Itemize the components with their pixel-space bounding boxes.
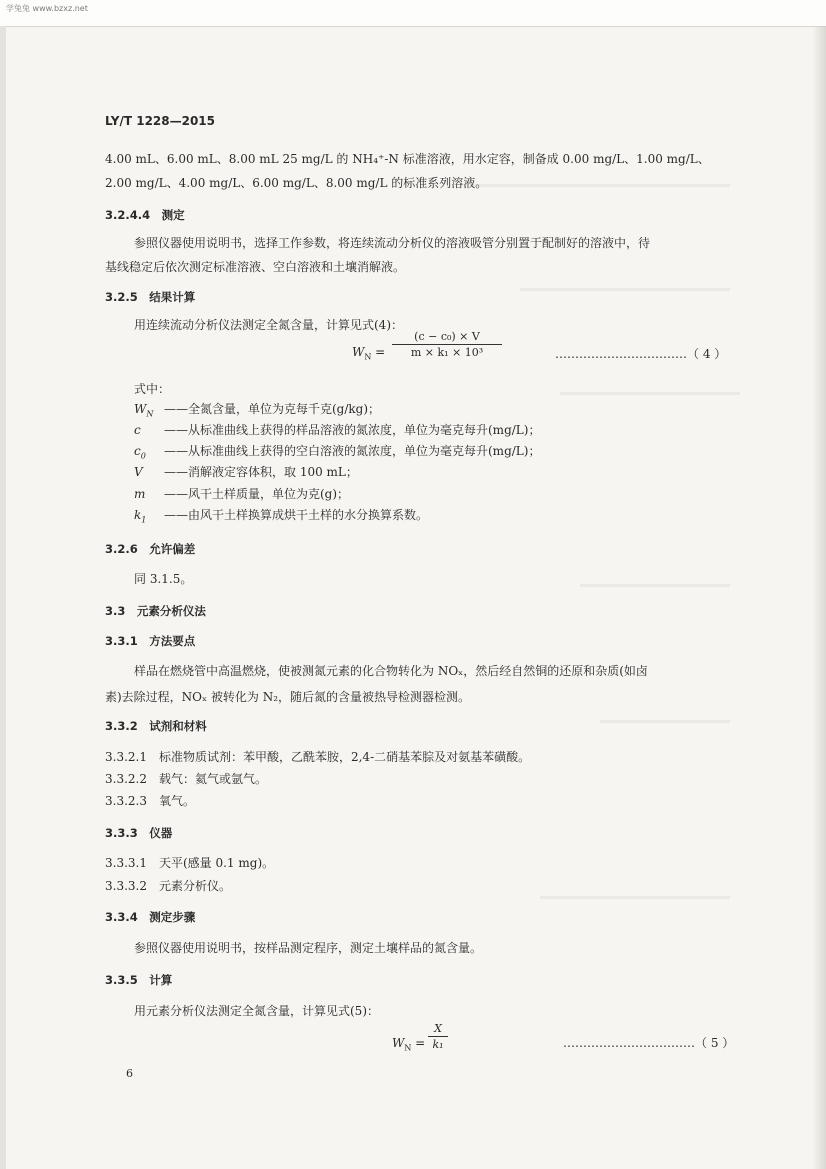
formula-4-lhs: $W_N$ = [352,345,386,362]
formula-4-denominator: m × k₁ × 10³ [410,346,484,359]
formula-4-numerator: (c − c₀) × V [392,330,502,345]
formula-5-numerator: X [428,1022,448,1037]
variable-def-k1: $k_1$ ——由风干土样换算成烘干土样的水分换算系数。 [134,508,429,525]
show-through [470,184,730,187]
formula-4-fraction [392,330,502,359]
list-item: 3.3.2.2 载气：氦气或氩气。 [105,772,267,786]
formula-5-number: ……………………………（ 5 ） [563,1036,735,1050]
section-heading-3-3-5: 3.3.5 计算 [105,973,173,987]
list-item: 3.3.3.1 天平(感量 0.1 mg)。 [105,856,275,870]
watermark-text: 学兔兔 www.bzxz.net [6,4,88,13]
paragraph-line: 同 3.1.5。 [134,572,193,586]
formula-5-fraction [428,1022,448,1051]
variable-def-c0: $c_0$ ——从标准曲线上获得的空白溶液的氮浓度，单位为毫克每升(mg/L)； [134,444,541,461]
formula-4-number: ……………………………（ 4 ） [555,347,727,361]
scan-top-strip [0,0,826,27]
paragraph-line: 4.00 mL、6.00 mL、8.00 mL 25 mg/L 的 NH₄⁺-N 标准溶液，用水定容，制备成 0.00 mg/L、1.00 mg/L、 [105,152,710,166]
paragraph-line: 素)去除过程，NOₓ 被转化为 N₂，随后氮的含量被热导检测器检测。 [105,690,471,704]
paragraph-line: 样品在燃烧管中高温燃烧，使被测氮元素的化合物转化为 NOₓ，然后经自然铜的还原和杂质(如卤 [134,664,648,678]
paragraph-line: 用连续流动分析仪法测定全氮含量，计算见式(4)： [134,318,403,332]
show-through [600,720,730,723]
variable-def-m: m ——风干土样质量，单位为克(g)； [134,487,350,501]
section-heading-3-3-1: 3.3.1 方法要点 [105,634,196,648]
section-heading-3-3-3: 3.3.3 仪器 [105,826,173,840]
paragraph-line: 参照仪器使用说明书，按样品测定程序，测定土壤样品的氮含量。 [134,941,483,955]
show-through [560,392,740,395]
show-through [580,584,730,587]
paragraph-line: 2.00 mg/L、4.00 mg/L、6.00 mg/L、8.00 mg/L 的标准系列溶液。 [105,176,488,190]
section-heading-3-3-2: 3.3.2 试剂和材料 [105,719,207,733]
section-heading-3-2-5: 3.2.5 结果计算 [105,290,196,304]
list-item: 3.3.3.2 元素分析仪。 [105,879,231,893]
paragraph-line: 参照仪器使用说明书，选择工作参数，将连续流动分析仪的溶液吸管分别置于配制好的溶液中，待 [134,236,651,250]
paragraph-line: 用元素分析仪法测定全氮含量，计算见式(5)： [134,1004,379,1018]
standard-number: LY/T 1228—2015 [105,114,216,128]
list-item: 3.3.2.3 氧气。 [105,794,195,808]
scan-right-shadow [812,26,826,1169]
section-heading-3-2-6: 3.2.6 允许偏差 [105,542,196,556]
page-number: 6 [126,1067,133,1080]
variable-def-c: c ——从标准曲线上获得的样品溶液的氮浓度，单位为毫克每升(mg/L)； [134,423,541,437]
section-heading-3-3-4: 3.3.4 测定步骤 [105,910,196,924]
section-heading-3-2-4-4: 3.2.4.4 测定 [105,208,185,222]
formula-5-denominator: k₁ [432,1038,444,1051]
show-through [540,896,730,899]
show-through [520,288,730,291]
scan-left-edge [0,26,6,1169]
list-item: 3.3.2.1 标准物质试剂：苯甲酸，乙酰苯胺，2,4-二硝基苯腙及对氨基苯磺酸。 [105,750,531,764]
where-label: 式中： [134,382,171,396]
paragraph-line: 基线稳定后依次测定标准溶液、空白溶液和土壤消解液。 [105,260,406,274]
formula-5-lhs: $W_N$ = [392,1036,426,1053]
variable-def-wn: $W_N$ ——全氮含量，单位为克每千克(g/kg)； [134,402,381,419]
section-heading-3-3: 3.3 元素分析仪法 [105,604,206,618]
variable-def-v: V ——消解液定容体积，取 100 mL； [134,465,358,479]
